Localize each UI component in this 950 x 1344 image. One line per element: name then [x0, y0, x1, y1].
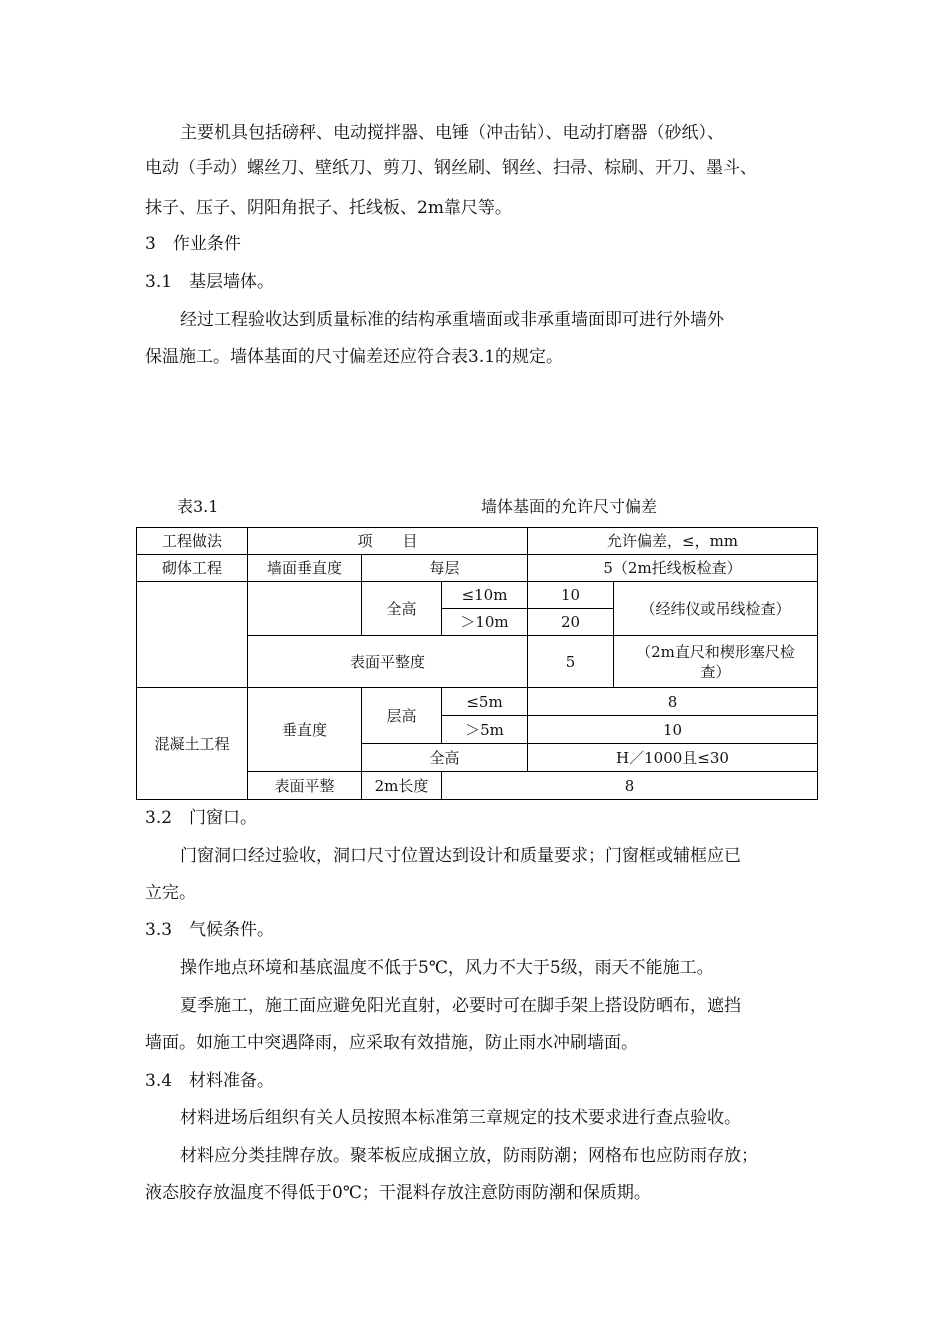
masonry-gt10-value: 20: [528, 609, 614, 636]
masonry-method: 砌体工程: [137, 555, 248, 582]
table-row: [137, 555, 818, 582]
masonry-blank-method: [137, 582, 248, 688]
section-heading-3-2: 3.2 门窗口。: [145, 808, 258, 828]
paragraph-materials-1: 材料进场后组织有关人员按照本标准第三章规定的技术要求进行查点验收。: [180, 1108, 741, 1128]
masonry-flatness-value: 5: [528, 636, 614, 688]
masonry-le10: ≤10m: [442, 582, 528, 609]
paragraph-climate-3: 墙面。如施工中突遇降雨，应采取有效措施，防止雨水冲刷墙面。: [145, 1033, 638, 1053]
table-row: [137, 582, 818, 609]
masonry-vertical: 墙面垂直度: [248, 555, 362, 582]
table-title: 墙体基面的允许尺寸偏差: [481, 497, 658, 516]
concrete-full-height-value: H／1000且≤30: [528, 744, 818, 772]
paragraph-tools-1: 主要机具包括磅秤、电动搅拌器、电锤（冲击钻）、电动打磨器（砂纸）、: [180, 123, 724, 143]
concrete-le5: ≤5m: [442, 688, 528, 716]
paragraph-materials-3: 液态胶存放温度不得低于0℃；干混料存放注意防雨防潮和保质期。: [145, 1183, 651, 1203]
concrete-vertical: 垂直度: [248, 688, 362, 772]
paragraph-base-wall-1: 经过工程验收达到质量标准的结构承重墙面或非承重墙面即可进行外墙外: [180, 310, 724, 330]
masonry-le10-value: 10: [528, 582, 614, 609]
masonry-full-height-note: （经纬仪或吊线检查）: [614, 582, 818, 636]
concrete-gt5-value: 10: [528, 716, 818, 744]
concrete-full-height: 全高: [362, 744, 528, 772]
masonry-full-height: 全高: [362, 582, 442, 636]
concrete-length-2m: 2m长度: [362, 772, 442, 800]
table-label: 表3.1: [177, 497, 219, 516]
masonry-per-floor: 每层: [362, 555, 528, 582]
paragraph-door-window-1: 门窗洞口经过验收，洞口尺寸位置达到设计和质量要求；门窗框或辅框应已: [180, 846, 741, 866]
concrete-flatness: 表面平整: [248, 772, 362, 800]
header-tolerance: 允许偏差，≤，mm: [528, 528, 818, 555]
header-item: 项 目: [248, 528, 528, 555]
tolerance-table: [136, 527, 818, 800]
concrete-method: 混凝土工程: [137, 688, 248, 800]
concrete-floor-height: 层高: [362, 688, 442, 744]
header-method: 工程做法: [137, 528, 248, 555]
section-heading-3-4: 3.4 材料准备。: [145, 1071, 275, 1091]
concrete-gt5: ＞5m: [442, 716, 528, 744]
section-heading-3-1: 3.1 基层墙体。: [145, 272, 275, 292]
table-row: [137, 528, 818, 555]
table-row: [137, 688, 818, 716]
masonry-blank-item: [248, 582, 362, 636]
concrete-le5-value: 8: [528, 688, 818, 716]
masonry-flatness-note: （2m直尺和楔形塞尺检查）: [614, 636, 818, 688]
paragraph-door-window-2: 立完。: [145, 883, 196, 903]
paragraph-materials-2: 材料应分类挂牌存放。聚苯板应成捆立放，防雨防潮；网格布也应防雨存放；: [180, 1146, 758, 1166]
masonry-per-floor-value: 5（2m托线板检查）: [528, 555, 818, 582]
paragraph-base-wall-2: 保温施工。墙体基面的尺寸偏差还应符合表3.1的规定。: [145, 347, 564, 367]
paragraph-climate-2: 夏季施工，施工面应避免阳光直射，必要时可在脚手架上搭设防晒布，遮挡: [180, 996, 741, 1016]
masonry-gt10: ＞10m: [442, 609, 528, 636]
section-heading-3-3: 3.3 气候条件。: [145, 920, 275, 940]
paragraph-tools-3: 抹子、压子、阴阳角抿子、托线板、2m靠尺等。: [145, 198, 512, 218]
concrete-flatness-value: 8: [442, 772, 818, 800]
section-heading-3: 3 作业条件: [145, 234, 241, 254]
masonry-flatness: 表面平整度: [248, 636, 528, 688]
paragraph-climate-1: 操作地点环境和基底温度不低于5℃，风力不大于5级，雨天不能施工。: [180, 958, 714, 978]
paragraph-tools-2: 电动（手动）螺丝刀、壁纸刀、剪刀、钢丝刷、钢丝、扫帚、棕刷、开刀、墨斗、: [145, 158, 757, 178]
